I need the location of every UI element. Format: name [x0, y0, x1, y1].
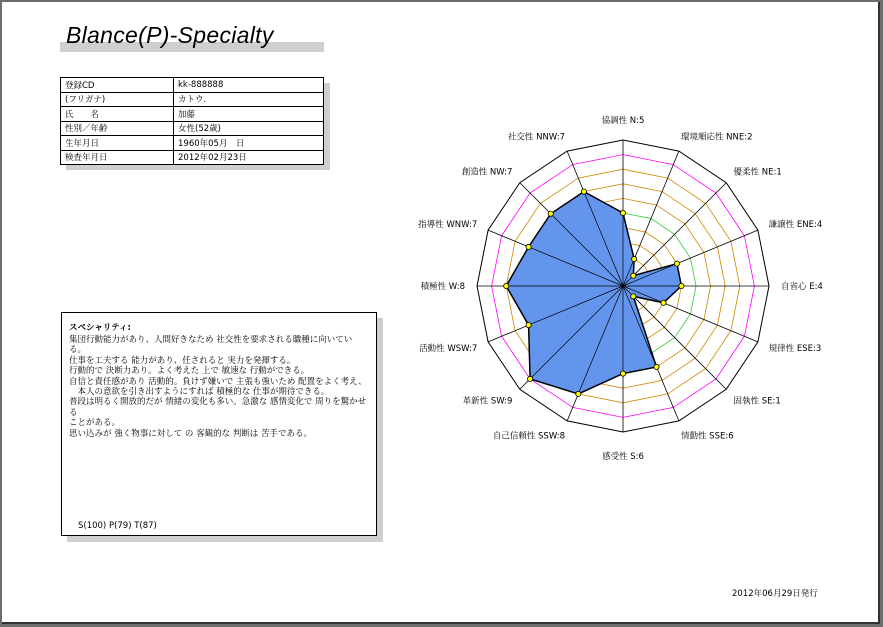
radar-axis-label: 優柔性 NE:1 — [733, 167, 782, 178]
radar-axis-label: 協調性 N:5 — [601, 116, 645, 126]
radar-axis-label: 自省心 E:4 — [781, 282, 823, 292]
description-line: 仕事を工夫する 能力があり、任されると 実力を発揮する。 — [69, 355, 296, 366]
radar-point-15 — [548, 211, 553, 216]
description-line: 行動的で 決断力あり。よく考えた 上で 敏速な 行動ができる。 — [69, 366, 310, 377]
info-value: kk-888888 — [174, 78, 324, 93]
radar-point-16 — [581, 189, 586, 194]
radar-point-1 — [620, 210, 625, 215]
radar-axis-label: 積極性 W:8 — [420, 282, 465, 292]
info-value: 2012年02月23日 — [174, 150, 324, 165]
radar-axis-label: 情動性 SSE:6 — [680, 431, 734, 442]
radar-point-12 — [526, 323, 531, 328]
info-label: 検査年月日 — [61, 150, 174, 165]
radar-axis-label: 革新性 SW:9 — [462, 396, 513, 407]
report-title: Blance(P)-Specialty — [66, 22, 274, 48]
info-value: 女性(52歳) — [174, 121, 324, 136]
radar-point-5 — [679, 283, 684, 288]
radar-axis-label: 固執性 SE:1 — [733, 396, 781, 407]
radar-axis-label: 活動性 WSW:7 — [419, 343, 478, 354]
radar-point-9 — [620, 371, 625, 376]
radar-point-11 — [527, 376, 532, 381]
radar-axis-label: 環境順応性 NNE:2 — [680, 132, 753, 143]
description-heading: スペシャリティ: — [69, 323, 131, 333]
description-line: ことがある。 — [69, 418, 121, 429]
description-line: 集団行動能力があり、人間好きなため 社交性を要求される職種に向いている。 — [69, 335, 353, 356]
radar-point-8 — [654, 364, 659, 369]
radar-point-2 — [632, 256, 637, 261]
radar-axis-label: 創造性 NW:7 — [461, 167, 513, 178]
info-label: 氏 名 — [61, 107, 174, 122]
radar-point-7 — [631, 294, 636, 299]
radar-axis-label: 謙譲性 ENE:4 — [768, 220, 823, 231]
info-label: 生年月日 — [61, 136, 174, 151]
issue-date: 2012年06月29日発行 — [732, 589, 818, 599]
radar-axis-label: 指導性 WNW:7 — [418, 220, 478, 231]
info-label: (フリガナ) — [61, 92, 174, 107]
radar-point-3 — [631, 273, 636, 278]
radar-point-10 — [576, 391, 581, 396]
radar-point-14 — [526, 244, 531, 249]
info-value: 1960年05月 日 — [174, 136, 324, 151]
info-label: 登録CD — [61, 78, 174, 93]
info-value: カトウ. — [174, 92, 324, 107]
radar-point-13 — [504, 283, 509, 288]
info-value: 加藤 — [174, 107, 324, 122]
description-line: 自信と責任感があり 活動的。負けず嫌いで 主張も強いため 配置をよく考え、 — [69, 376, 367, 387]
score-summary: S(100) P(79) T(87) — [78, 521, 157, 531]
radar-axis-label: 自己信頼性 SSW:8 — [492, 431, 566, 442]
description-line: 普段は明るく開放的だが 情緒の変化も多い。急激な 感情変化で 周りを驚かせる — [69, 397, 367, 418]
description-line: 本人の意欲を引き出すようにすれば 積極的な 仕事が期待できる。 — [69, 387, 330, 398]
radar-point-4 — [674, 261, 679, 266]
radar-axis-label: 社交性 NNW:7 — [507, 132, 566, 143]
radar-axis-label: 規律性 ESE:3 — [768, 343, 822, 354]
info-label: 性別／年齢 — [61, 121, 174, 136]
description-line: 思い込みが 強く物事に対して の 客観的な 判断は 苦手である。 — [69, 428, 313, 439]
radar-axis-label: 感受性 S:6 — [602, 452, 644, 462]
radar-point-6 — [661, 300, 666, 305]
